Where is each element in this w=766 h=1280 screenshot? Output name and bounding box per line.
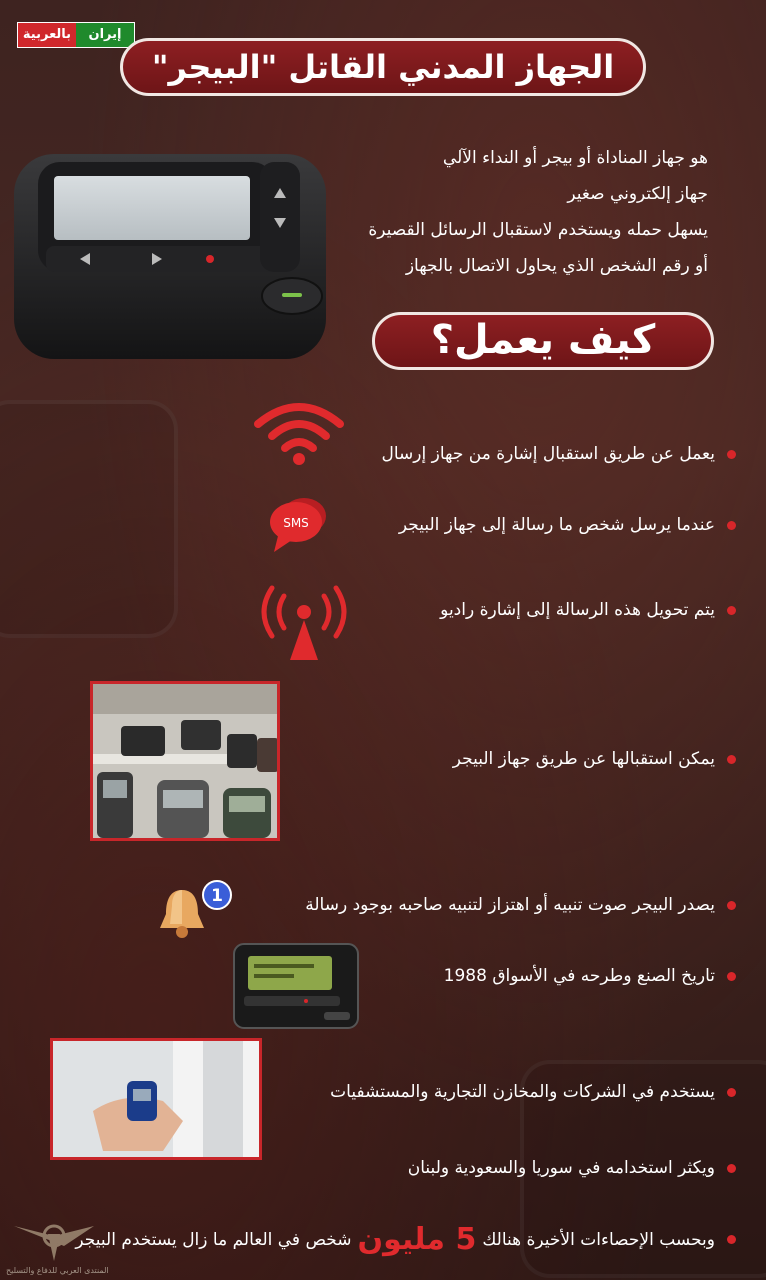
list-item-text: عندما يرسل شخص ما رسالة إلى جهاز البيجر [398,515,715,535]
intro-text [328,140,708,284]
list-item-text: تاريخ الصنع وطرحه في الأسواق 1988 [443,966,715,986]
bullet-dot [727,521,736,530]
bullet-dot [727,606,736,615]
radio-tower-icon [254,576,354,662]
pagers-display-image [93,684,277,838]
pager-device-illustration [10,148,330,363]
pagers-display-photo [90,681,280,841]
list-item-text: يستخدم في الشركات والمخازن التجارية والمستشفيات [330,1082,715,1102]
bullet-dot [727,1164,736,1173]
statistic-text-after: شخص في العالم ما زال يستخدم البيجر [75,1229,352,1250]
how-it-works-heading: كيف يعمل؟ [372,312,714,370]
bullet-dot [727,1235,736,1244]
channel-logo [17,22,135,48]
list-item-text: ويكثر استخدامه في سوريا والسعودية ولبنان [407,1158,715,1178]
sms-icon [264,494,330,554]
list-item-text: يعمل عن طريق استقبال إشارة من جهاز إرسال [381,444,715,464]
list-item-text: يمكن استقبالها عن طريق جهاز البيجر [452,749,715,769]
intro-line: جهاز إلكتروني صغير [567,184,708,204]
list-item-text: يصدر البيجر صوت تنبيه أو اهتزاز لتنبيه صاحبه بوجود رسالة [305,895,715,915]
small-pager-illustration [232,942,360,1030]
list-item [382,444,736,464]
wifi-icon [252,398,346,466]
list-item-text: يتم تحويل هذه الرسالة إلى إشارة راديو [440,600,715,620]
list-item [440,600,736,620]
list-item [305,895,736,915]
statistic-text-before: وبحسب الإحصاءات الأخيرة هنالك [482,1229,715,1250]
logo-right-text: بالعربية [18,23,76,47]
hand-pager-photo [50,1038,262,1160]
statistic-number: 5 مليون [357,1222,477,1257]
logo-left-text: إيران [76,23,134,47]
list-item [453,749,736,769]
hand-pager-image [53,1041,259,1157]
list-item [408,1158,736,1178]
intro-line: أو رقم الشخص الذي يحاول الاتصال بالجهاز [405,256,708,276]
bullet-dot [727,450,736,459]
list-item-statistic [75,1222,736,1257]
list-item [444,966,736,986]
bullet-dot [727,901,736,910]
intro-line: هو جهاز المناداة أو بيجر أو النداء الآلي [442,148,708,168]
list-item [330,1082,736,1102]
intro-line: يسهل حمله ويستخدم لاستقبال الرسائل القصيرة [368,220,708,240]
bell-icon [156,884,208,940]
watermark-text: المنتدى العربي للدفاع والتسليح [6,1266,109,1275]
bullet-dot [727,1088,736,1097]
page-title: الجهاز المدني القاتل "البيجر" [120,38,646,96]
bullet-dot [727,972,736,981]
background-pager-left [0,400,178,638]
sms-label: SMS [283,516,309,530]
notification-badge: 1 [202,880,232,910]
bullet-dot [727,755,736,764]
list-item [399,515,736,535]
